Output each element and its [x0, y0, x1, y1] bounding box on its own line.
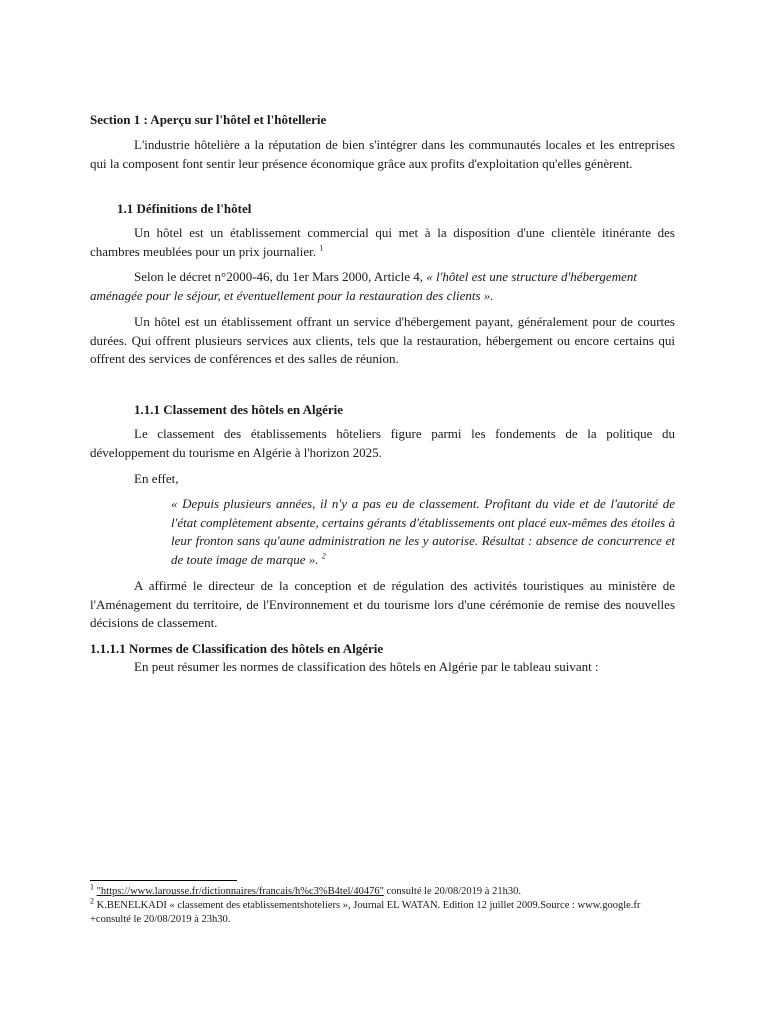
decree-lead: Selon le décret n°2000-46, du 1er Mars 2000, Article 4,	[134, 269, 423, 284]
classement-paragraph-1: Le classement des établissements hôteliers figure parmi les fondements de la politique du développement du tourisme en Algérie à l'horizon 2025.	[90, 426, 675, 460]
footnote-1-number: 1	[90, 882, 94, 892]
classement-quote	[171, 495, 675, 569]
footnote-2-text: K.BENELKADI « classement des etablissementshoteliers », Journal EL WATAN. Edition 12 juillet 2009.Source : www.google.fr +consulté le 20/08/2019 à 23h30.	[90, 900, 641, 925]
footnote-1-text: consulté le 20/08/2019 à 21h30.	[383, 886, 521, 897]
footnote-ref-2: 2	[321, 551, 326, 561]
normes-paragraph: En peut résumer les normes de classification des hôtels en Algérie par le tableau suivant :	[134, 659, 599, 674]
section-title: Section 1 : Aperçu sur l'hôtel et l'hôtellerie	[90, 112, 327, 127]
en-effet-paragraph: En effet,	[134, 471, 179, 486]
definition-text-1: Un hôtel est un établissement commercial qui met à la disposition d'une clientèle itinérante des chambres meublées pour un prix journalier.	[90, 225, 675, 259]
heading-1-1: 1.1 Définitions de l'hôtel	[117, 201, 252, 216]
footnote-2-number: 2	[90, 896, 94, 906]
definition-paragraph-3: Un hôtel est un établissement offrant un service d'hébergement payant, généralement pour de courtes durées. Qui offrent plusieurs services aux clients, tels que la restauration, hébergement ou encore certains qui offrent des services de conférences et des salles de réunion.	[90, 314, 675, 366]
classement-quote-text: « Depuis plusieurs années, il n'y a pas eu de classement. Profitant du vide et de l'autorité de l'état complètement absente, certains gérants d'établissements ont placé eux-mêmes des étoiles à leur fronton sans qu'aune administration ne les y autorise. Résultat : absence de concurrence et de toute image de marque ».	[171, 496, 675, 567]
decree-quote: « l'hôtel est une structure d'hébergement aménagée pour le séjour, et éventuellement pour la restauration des clients ».	[90, 269, 637, 303]
definition-paragraph-1	[90, 224, 675, 261]
section-intro-paragraph: L'industrie hôtelière a la réputation de bien s'intégrer dans les communautés locales et les entreprises qui la composent font sentir leur présence économique grâce aux profits d'exploitation qu'elles génèrent.	[90, 137, 675, 171]
footnote-1-link[interactable]: "https://www.larousse.fr/dictionnaires/francais/h%c3%B4tel/40476"	[96, 886, 384, 897]
director-paragraph: A affirmé le directeur de la conception et de régulation des activités touristiques au ministère de l'Aménagement du territoire, de l'Environnement et du tourisme lors d'une cérémonie de remise des nouvelles décisions de classement.	[90, 578, 675, 630]
footnote-1	[90, 882, 675, 899]
heading-1-1-1-1: 1.1.1.1 Normes de Classification des hôtels en Algérie	[90, 641, 384, 656]
decree-paragraph	[90, 268, 675, 305]
footnote-ref-1: 1	[319, 243, 324, 253]
heading-1-1-1: 1.1.1 Classement des hôtels en Algérie	[134, 402, 344, 417]
footnote-2	[90, 896, 675, 926]
footnote-separator	[90, 880, 237, 881]
